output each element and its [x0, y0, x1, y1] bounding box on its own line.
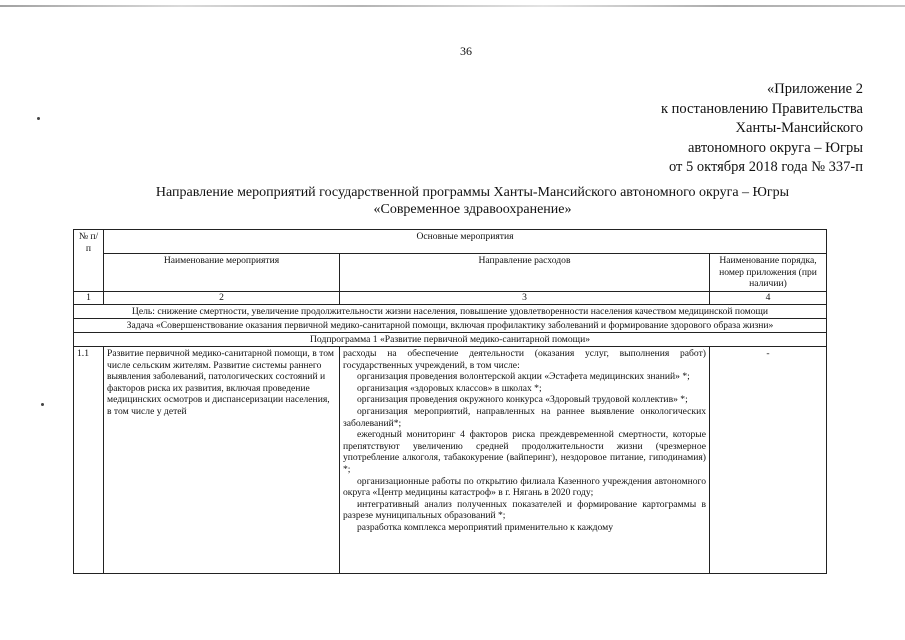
goal-row: Цель: снижение смертности, увеличение продолжительности жизни населения, повышение удовлетворенности населения качеством медицинской помощи [74, 305, 827, 319]
direction-item: разработка комплекса мероприятий применительно к каждому [357, 521, 613, 533]
direction-item: организация проведения волонтерской акции «Эстафета медицинских знаний» *; [357, 371, 690, 383]
page-number: 36 [460, 44, 472, 58]
row-number: 1.1 [74, 347, 104, 574]
column-number: 2 [104, 292, 340, 305]
measure-name: Развитие первичной медико-санитарной помощи, в том числе сельским жителям. Развитие системы раннего выявления заболеваний, патологических состояний и факторов риска их развития, включая проведение медицинских осмотров и диспансеризации населения, в том числе у детей [104, 347, 340, 574]
title-line: «Современное здравоохранение» [373, 202, 572, 217]
direction-item: организация проведения окружного конкурса «Здоровый трудовой коллектив» *; [357, 394, 688, 406]
appendix-reference [543, 80, 863, 178]
column-number: 4 [710, 292, 827, 305]
table-row [74, 347, 827, 574]
appendix-line: к постановлению Правительства [661, 100, 863, 117]
appendix-line: «Приложение 2 [767, 81, 863, 97]
appendix-line: Ханты-Мансийского [735, 120, 863, 136]
header-num: № п/п [74, 230, 104, 292]
order-name: - [710, 347, 827, 574]
task-row: Задача «Совершенствование оказания первичной медико-санитарной помощи, включая профилактику заболеваний и формирование здорового образа жизни» [74, 319, 827, 333]
measures-table [73, 229, 827, 574]
header-expense-direction: Направление расходов [340, 254, 710, 292]
scan-speck [41, 403, 44, 406]
title-line: Направление мероприятий государственной программы Ханты-Мансийского автономного округа – Югры [155, 185, 790, 200]
scan-top-edge [0, 5, 905, 7]
direction-item: ежегодный мониторинг 4 факторов риска преждевременной смертности, которые препятствуют увеличению средней продолжительности жизни (чрезмерное употребление алкоголя, табакокурение (вайперинг), нездоровое питание, гиподинамия) *; [343, 429, 706, 475]
subprogram-row: Подпрограмма 1 «Развитие первичной медико-санитарной помощи» [74, 333, 827, 347]
direction-item: интегративный анализ полученных показателей и формирование картограммы в разрезе муниципальных образований *; [343, 498, 706, 522]
column-number: 1 [74, 292, 104, 305]
appendix-line: от 5 октября 2018 года № 337-п [668, 159, 863, 175]
direction-item: организационные работы по открытию филиала Казенного учреждения автономного округа «Центр медицины катастроф» в г. Нягань в 2020 году; [343, 475, 706, 499]
header-main-measures: Основные мероприятия [104, 230, 827, 254]
direction-item: организация «здоровых классов» в школах *; [357, 382, 542, 394]
appendix-line: автономного округа – Югры [687, 139, 863, 156]
document-title [60, 184, 885, 218]
expense-direction [340, 347, 710, 574]
header-measure-name: Наименование мероприятия [104, 254, 340, 292]
direction-item: расходы на обеспечение деятельности (оказания услуг, выполнения работ) государственных учреждений, в том числе: [343, 348, 706, 371]
header-order-name: Наименование порядка, номер приложения (при наличии) [710, 254, 827, 292]
direction-item: организация мероприятий, направленных на раннее выявление онкологических заболеваний*; [343, 405, 706, 429]
column-number: 3 [340, 292, 710, 305]
scan-speck [37, 117, 40, 120]
